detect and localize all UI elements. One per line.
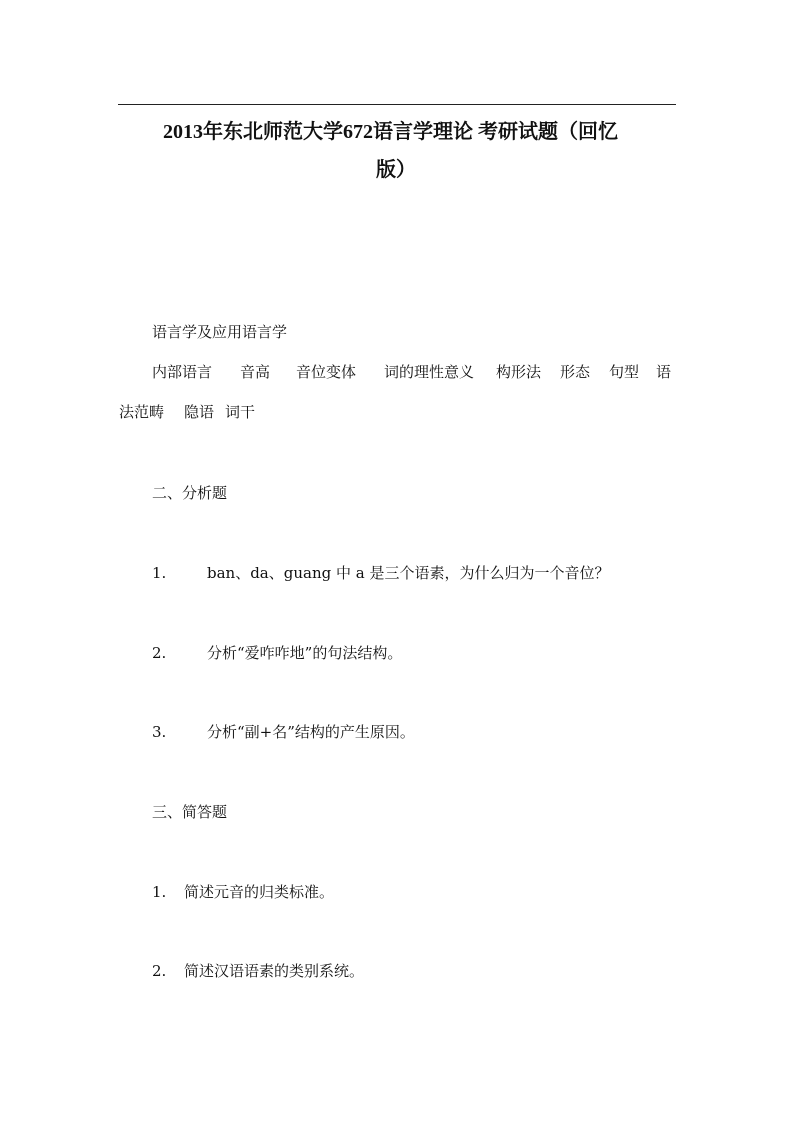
section2-heading: 二、分析题 [152,484,228,502]
item-number: 2. [152,962,167,980]
term: 隐语 [184,403,215,421]
term: 音高 [240,363,271,381]
section3-heading: 三、简答题 [152,803,228,821]
term: 语 [656,363,672,381]
header-rule [118,104,676,105]
item-number: 1. [152,564,167,582]
term: 构形法 [496,363,542,381]
item-number: 3. [152,723,167,741]
term: 法范畴 [119,403,165,421]
item-text: 分析“爱咋咋地”的句法结构。 [207,644,403,662]
item-text: ban、da、guang 中 a 是三个语素，为什么归为一个音位？ [207,564,610,582]
term: 音位变体 [296,363,357,381]
item-number: 1. [152,883,167,901]
item-number: 2. [152,644,167,662]
item-text: 分析“副+名”结构的产生原因。 [207,723,415,741]
document-title-line2: 版） [376,159,416,181]
document-title-line1: 2013年东北师范大学672语言学理论 考研试题（回忆 [163,121,618,143]
term: 形态 [560,363,591,381]
term: 句型 [609,363,640,381]
item-text: 简述元音的归类标准。 [184,883,335,901]
term: 内部语言 [152,363,213,381]
term: 词的理性意义 [384,363,475,381]
term: 词干 [225,403,256,421]
item-text: 简述汉语语素的类别系统。 [184,962,365,980]
subject-line: 语言学及应用语言学 [152,323,288,341]
